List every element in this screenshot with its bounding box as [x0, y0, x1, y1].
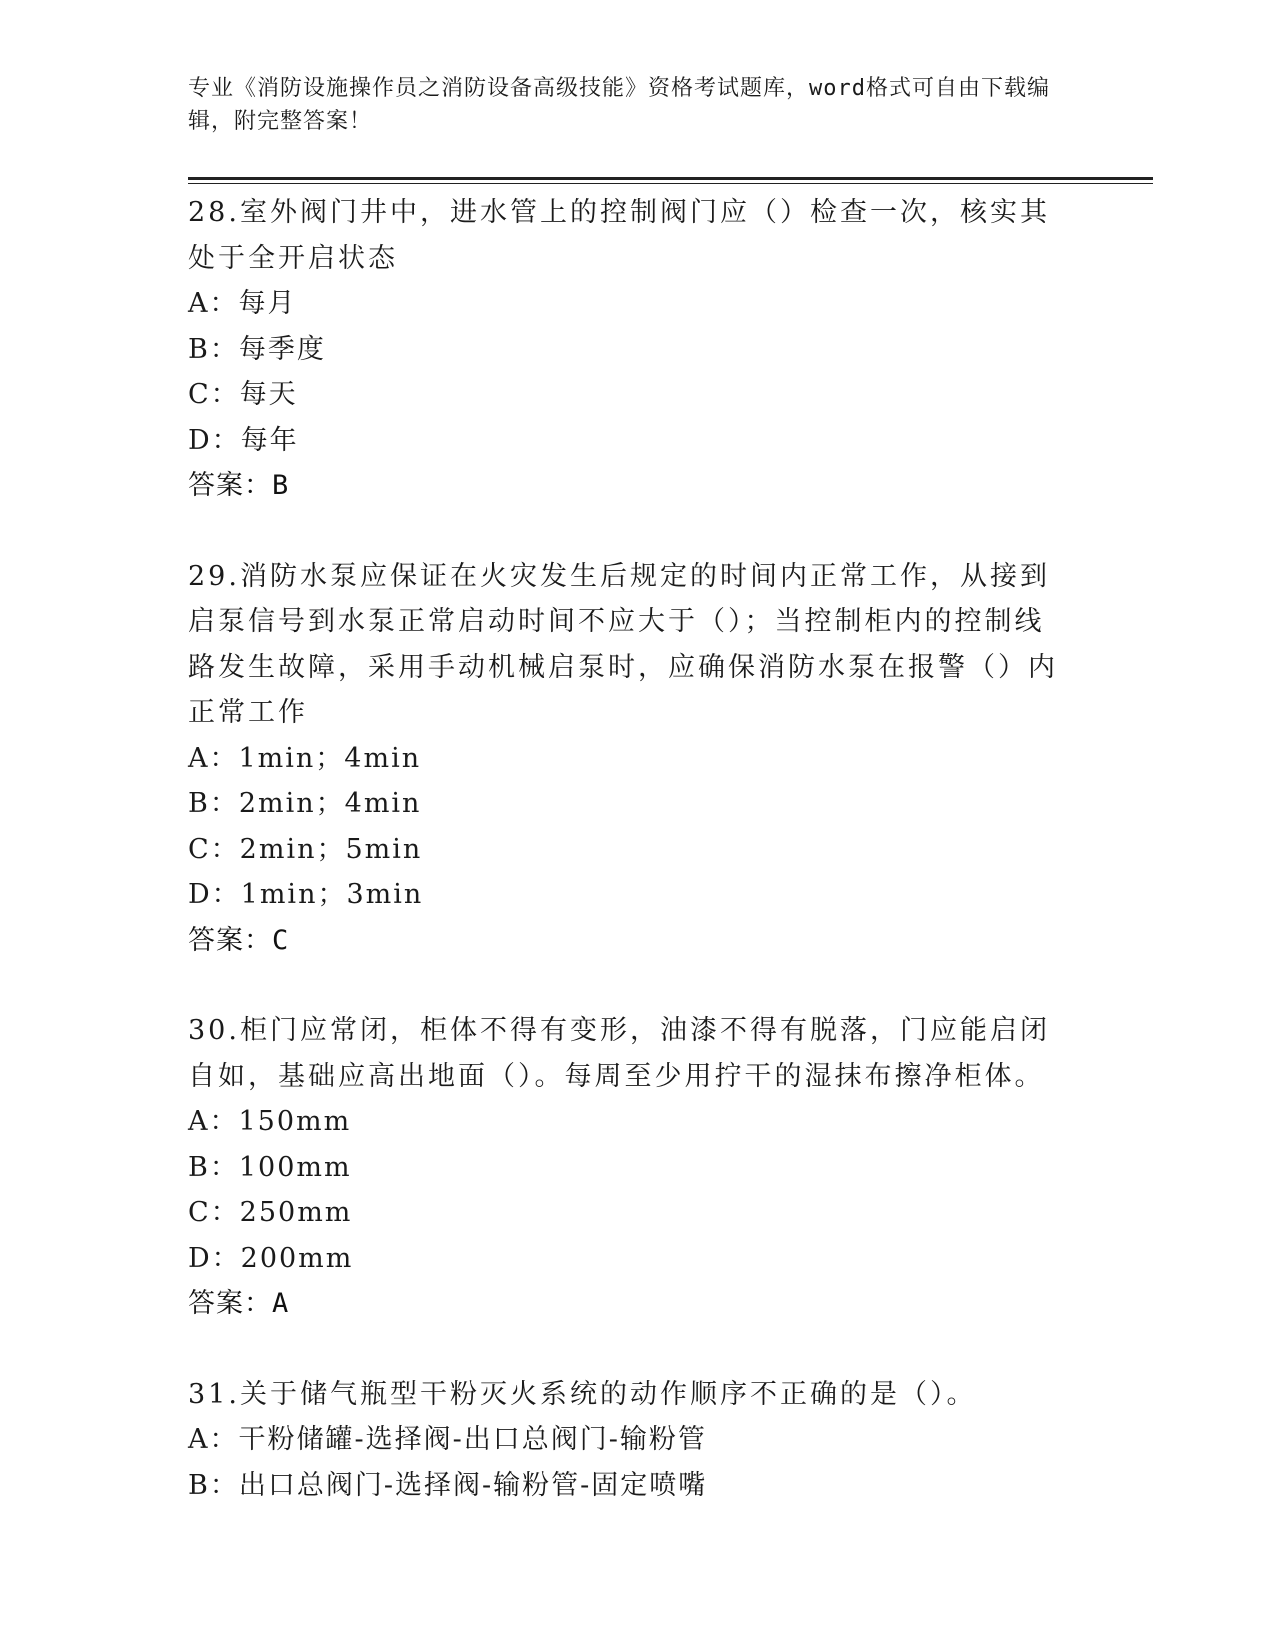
header-divider-thick	[188, 177, 1153, 180]
question-29	[188, 554, 1088, 964]
option-c: C：250mm	[188, 1197, 353, 1228]
option-b: B：100mm	[188, 1151, 352, 1183]
answer-line: 答案：A	[188, 1288, 290, 1319]
header-divider-thin	[188, 183, 1153, 184]
option-d: D：200mm	[188, 1242, 354, 1274]
option-b: B：每季度	[188, 333, 326, 365]
option-a: A：每月	[188, 288, 297, 319]
option-b: B：2min；4min	[188, 788, 422, 819]
option-d: D：每年	[188, 424, 299, 456]
question-30	[188, 1008, 1088, 1327]
document-header-intro: 专业《消防设施操作员之消防设备高级技能》资格考试题库，word格式可自由下载编辑，附完整答案！	[188, 76, 1050, 134]
option-c: C：2min；5min	[188, 833, 423, 865]
question-stem: 29.消防水泵应保证在火灾发生后规定的时间内正常工作，从接到启泵信号到水泵正常启动时间不应大于（）；当控制柜内的控制线路发生故障，采用手动机械启泵时，应确保消防水泵在报警（）内正常工作	[188, 560, 1058, 728]
option-a: A：150mm	[188, 1106, 352, 1137]
option-c: C：每天	[188, 379, 298, 410]
question-list	[188, 190, 1088, 1553]
option-a: A：干粉储罐-选择阀-出口总阀门-输粉管	[188, 1424, 707, 1455]
question-stem: 28.室外阀门井中，进水管上的控制阀门应（）检查一次，核实其处于全开启状态	[188, 197, 1050, 274]
question-28	[188, 190, 1088, 509]
answer-line: 答案：C	[188, 924, 290, 956]
option-d: D：1min；3min	[188, 879, 424, 910]
question-stem: 31.关于储气瓶型干粉灭火系统的动作顺序不正确的是（）。	[188, 1378, 977, 1410]
answer-line: 答案：B	[188, 470, 290, 501]
option-a: A：1min；4min	[188, 742, 422, 774]
question-stem: 30.柜门应常闭，柜体不得有变形，油漆不得有脱落，门应能启闭自如，基础应高出地面（）。每周至少用拧干的湿抹布擦净柜体。	[188, 1015, 1050, 1092]
option-b: B：出口总阀门-选择阀-输粉管-固定喷嘴	[188, 1469, 708, 1501]
question-31	[188, 1372, 1088, 1509]
